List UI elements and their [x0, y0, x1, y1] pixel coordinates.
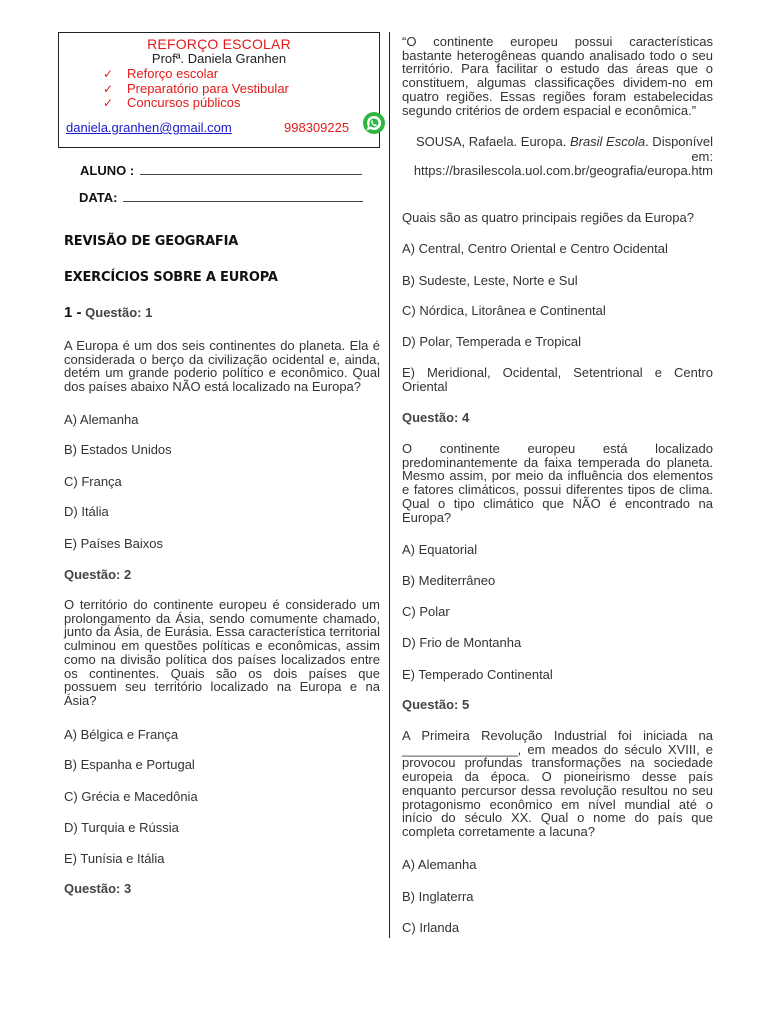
question-4-option[interactable]: E) Temperado Continental: [402, 667, 553, 682]
service-item: ✓ Concursos públicos: [103, 95, 241, 110]
question-5-option[interactable]: A) Alemanha: [402, 857, 477, 872]
checkmark-icon: ✓: [103, 96, 114, 110]
whatsapp-icon: [362, 111, 386, 135]
question-2-option[interactable]: A) Bélgica e França: [64, 727, 179, 742]
question-1-label: 1 - Questão: 1: [64, 304, 153, 321]
phone-number: 998309225: [284, 120, 350, 135]
question-1-option[interactable]: E) Países Baixos: [64, 536, 163, 551]
question-4-option[interactable]: C) Polar: [402, 604, 450, 619]
question-3-option[interactable]: B) Sudeste, Leste, Norte e Sul: [402, 273, 578, 288]
question-3-label: Questão: 3: [64, 881, 132, 896]
date-field[interactable]: DATA:: [79, 190, 363, 205]
question-2-option[interactable]: D) Turquia e Rússia: [64, 820, 179, 835]
service-item: ✓ Preparatório para Vestibular: [103, 80, 289, 96]
checkmark-icon: ✓: [103, 81, 114, 96]
checkmark-icon: ✓: [103, 67, 114, 81]
date-line: [123, 190, 363, 202]
student-name-field[interactable]: ALUNO :: [80, 163, 362, 178]
service-item: ✓ Reforço escolar: [103, 66, 219, 81]
left-column: [58, 32, 380, 896]
question-5-label: Questão: 5: [402, 697, 470, 712]
question-2-text: O território do continente europeu é considerado um prolongamento da Ásia, sendo comumente chamado, junto da Ásia, de Eurásia. Essa característica territorial culminou em questões políticas e econômicas, assim como na divisão política dos países localizados entre os continentes. Quais são os dois países que possuem seu território localizado na Europa e na Ásia?: [64, 597, 380, 708]
header-title: REFORÇO ESCOLAR: [147, 36, 291, 52]
exercises-heading: EXERCÍCIOS SOBRE A EUROPA: [64, 270, 278, 285]
question-1-text: A Europa é um dos seis continentes do planeta. Ela é considerada o berço da civilização ocidental e, ainda, detém um grande poderio político e econômico. Qual dos países abaixo NÃO está localizado na Europa?: [64, 338, 380, 395]
header-box: [58, 32, 380, 148]
header-contact: [66, 120, 376, 135]
question-4-option[interactable]: B) Mediterrâneo: [402, 573, 496, 588]
question-4-label: Questão: 4: [402, 410, 470, 425]
question-5-text: A Primeira Revolução Industrial foi iniciada na ________________, em meados do século XVIII, e provocou profundas transformações na sociedade europeia da época. O pioneirismo desse país enquanto percursor dessa revolução resultou no seu protagonismo econômico em nível mundial até o início do século XX. Qual o nome do país que completa corretamente a lacuna?: [402, 728, 713, 839]
question-2-option[interactable]: E) Tunísia e Itália: [64, 851, 165, 866]
question-4-option[interactable]: D) Frio de Montanha: [402, 635, 522, 650]
question-2-label: Questão: 2: [64, 567, 132, 582]
question-1-option[interactable]: B) Estados Unidos: [64, 442, 172, 457]
header-services-list: [59, 67, 379, 111]
question-2-option[interactable]: B) Espanha e Portugal: [64, 757, 195, 772]
column-divider: [389, 32, 390, 938]
student-name-line: [140, 163, 362, 175]
question-2-option[interactable]: C) Grécia e Macedônia: [64, 789, 198, 804]
question-4-text: O continente europeu está localizado predominantemente da faixa temperada do planeta. Mesmo assim, por meio da influência dos elementos e fatores climáticos, possui diferentes tipos de clima. Qual o tipo climático que NÃO é encontrado na Europa?: [402, 441, 713, 525]
question-3-option[interactable]: A) Central, Centro Oriental e Centro Ocidental: [402, 241, 668, 256]
question-5-option[interactable]: C) Irlanda: [402, 920, 460, 935]
review-heading: REVISÃO DE GEOGRAFIA: [64, 234, 239, 249]
question-3-quote: “O continente europeu possui características bastante heterogêneas quando analisado todo o seu território. Para facilitar o estudo das áreas que o constituem, algumas classificações dividem-no em quatro regiões. Essas regiões foram estabelecidas segundo critérios de ordem espacial e econômica.”: [402, 34, 713, 118]
question-1-option[interactable]: A) Alemanha: [64, 412, 139, 427]
question-3-option[interactable]: E) Meridional, Ocidental, Setentrional e Centro Oriental: [402, 365, 713, 394]
question-3-option[interactable]: D) Polar, Temperada e Tropical: [402, 334, 581, 349]
header-teacher: Profª. Daniela Granhen: [151, 51, 287, 66]
question-1-option[interactable]: D) Itália: [64, 504, 109, 519]
question-3-prompt: Quais são as quatro principais regiões da Europa?: [402, 210, 694, 225]
source-url: https://brasilescola.uol.com.br/geografia/europa.htm: [413, 163, 713, 178]
question-4-option[interactable]: A) Equatorial: [402, 542, 478, 557]
question-3-option[interactable]: C) Nórdica, Litorânea e Continental: [402, 303, 606, 318]
email-link[interactable]: daniela.granhen@gmail.com: [66, 120, 232, 135]
question-5-option[interactable]: B) Inglaterra: [402, 889, 474, 904]
question-3-source: SOUSA, Rafaela. Europa. Brasil Escola. Disponível em: https://brasilescola.uol.com.br/geografia/europa.htm: [402, 135, 713, 179]
question-1-option[interactable]: C) França: [64, 474, 122, 489]
